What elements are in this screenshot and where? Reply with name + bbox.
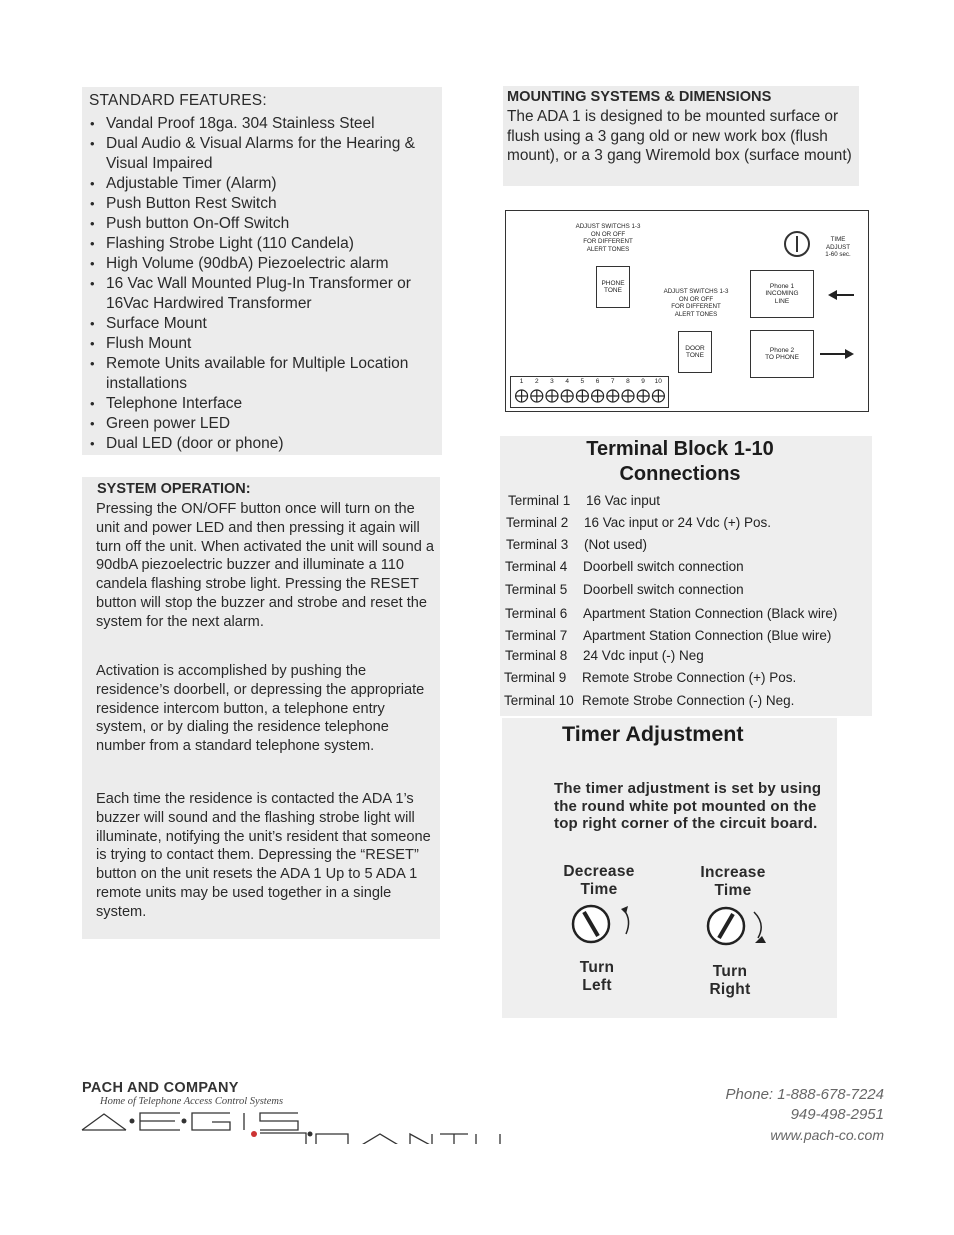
system-operation-panel [82, 477, 440, 939]
company-tagline: Home of Telephone Access Control Systems [100, 1096, 284, 1107]
increase-time-label: Increase Time [700, 864, 766, 899]
list-item: • Push button On-Off Switch [88, 214, 438, 234]
phone-tone-switch: PHONE TONE [596, 266, 630, 308]
list-item: • High Volume (90dbA) Piezoelectric alarm [88, 254, 438, 274]
terminal-number: 8 [626, 378, 630, 385]
timer-title: Timer Adjustment [562, 722, 744, 746]
terminal-subtitle: Connections [619, 463, 741, 485]
list-item: • Dual Audio & Visual Alarms for the Hearing & Visual Impaired [88, 134, 438, 173]
list-item: • Adjustable Timer (Alarm) [88, 174, 438, 194]
outgoing-arrow-icon [820, 349, 854, 359]
aegis-quantum-logo [80, 1108, 508, 1144]
terminal-row: Terminal 6 Apartment Station Connection (Black wire) [505, 606, 838, 621]
website: www.pach-co.com [770, 1127, 884, 1143]
list-item: • Green power LED [88, 414, 438, 434]
list-item: • Flashing Strobe Light (110 Candela) [88, 234, 438, 254]
adjust-switches-mid-label: ADJUST SWITCHS 1-3 ON OR OFF FOR DIFFERENT ALERT TONES [663, 288, 729, 318]
terminal-strip [510, 376, 669, 408]
terminal-title: Terminal Block 1-10 [586, 438, 774, 460]
decrease-time-label: Decrease Time [563, 863, 635, 898]
list-item: • Push Button Rest Switch [88, 194, 438, 214]
list-item: • Surface Mount [88, 314, 438, 334]
mounting-panel [503, 86, 859, 186]
door-tone-switch: DOOR TONE [678, 331, 712, 373]
list-item: • Dual LED (door or phone) [88, 434, 438, 454]
mounting-text: The ADA 1 is designed to be mounted surface or flush using a 3 gang old or new work box (flush mount), or a 3 gang Wiremold box (surface mount) [507, 108, 852, 165]
phone-number-2: 949-498-2951 [790, 1106, 884, 1123]
mounting-title: MOUNTING SYSTEMS & DIMENSIONS [507, 89, 772, 105]
timer-adjustment-panel [502, 718, 837, 1018]
system-operation-title: SYSTEM OPERATION: [97, 481, 251, 497]
features-list [88, 114, 438, 454]
turn-left-pot-icon [570, 902, 640, 952]
features-title: STANDARD FEATURES: [89, 92, 267, 109]
terminal-row: Terminal 8 24 Vdc input (-) Neg [505, 648, 704, 663]
terminal-number: 1 [519, 378, 524, 385]
terminal-row: Terminal 10 Remote Strobe Connection (-) Neg. [504, 693, 795, 708]
terminal-number: 7 [610, 378, 615, 385]
terminal-number: 2 [534, 378, 539, 385]
adjust-switches-top-label: ADJUST SWITCHS 1-3 ON OR OFF FOR DIFFERENT ALERT TONES [575, 223, 641, 253]
phone1-jack: Phone 1 INCOMING LINE [750, 270, 814, 318]
terminal-block-panel [500, 436, 872, 716]
terminal-row: Terminal 4 Doorbell switch connection [505, 559, 744, 574]
phone2-jack: Phone 2 TO PHONE [750, 330, 814, 378]
terminal-number: 4 [565, 378, 569, 385]
phone-number: Phone: 1-888-678-7224 [725, 1086, 884, 1103]
time-adjust-label: TIME ADJUST 1-60 sec. [825, 236, 851, 258]
terminal-number: 10 [654, 378, 662, 385]
terminal-row: Terminal 1 16 Vac input [508, 493, 661, 508]
list-item: • Vandal Proof 18ga. 304 Stainless Steel [88, 114, 438, 134]
turn-right-pot-icon [704, 902, 774, 952]
system-paragraph-1: Pressing the ON/OFF button once will turn on the unit and power LED and then pressing it again will turn off the unit. When activated the unit will sound a 90dbA piezoelectric buzzer and illuminate a 110 candela flashing strobe light. Pressing the RESET button will stop the buzzer and strobe and reset the system for the next alarm. [96, 501, 435, 630]
terminal-number: 5 [580, 378, 585, 385]
circuit-board-diagram [505, 210, 869, 412]
timer-text: The timer adjustment is set by using the round white pot mounted on the top right corner of the circuit board. [554, 780, 822, 833]
standard-features-panel [82, 87, 442, 455]
terminal-row: Terminal 7 Apartment Station Connection (Blue wire) [505, 628, 832, 643]
terminal-screws-icon [514, 387, 666, 405]
terminal-row: Terminal 2 16 Vac input or 24 Vdc (+) Pos. [506, 515, 771, 530]
list-item: • Telephone Interface [88, 394, 438, 414]
turn-right-label: Turn Right [709, 963, 751, 998]
terminal-number: 9 [641, 378, 645, 385]
terminal-number: 6 [595, 378, 600, 385]
turn-left-label: Turn Left [579, 959, 615, 994]
terminal-number: 3 [550, 378, 554, 385]
list-item: • 16 Vac Wall Mounted Plug-In Transformer or 16Vac Hardwired Transformer [88, 274, 438, 313]
terminal-row: Terminal 9 Remote Strobe Connection (+) Pos. [504, 670, 797, 685]
system-paragraph-2: Activation is accomplished by pushing the residence’s doorbell, or depressing the appropriate residence intercom button, a telephone entry system, or by dialing the residence telephone number from a standard telephone system. [96, 663, 425, 755]
company-name: PACH AND COMPANY [82, 1080, 239, 1096]
system-paragraph-3: Each time the residence is contacted the ADA 1’s buzzer will sound and the flashing strobe light will illuminate, notifying the unit’s resident that someone is trying to contact them. Depressing the “RESET” button on the unit resets the ADA 1 Up to 5 ADA 1 remote units may be used together in a single system. [96, 791, 431, 920]
terminal-row: Terminal 5 Doorbell switch connection [505, 582, 744, 597]
terminal-row: Terminal 3 (Not used) [506, 537, 648, 552]
incoming-arrow-icon [828, 290, 854, 300]
list-item: • Flush Mount [88, 334, 438, 354]
list-item: • Remote Units available for Multiple Location installations [88, 354, 438, 393]
